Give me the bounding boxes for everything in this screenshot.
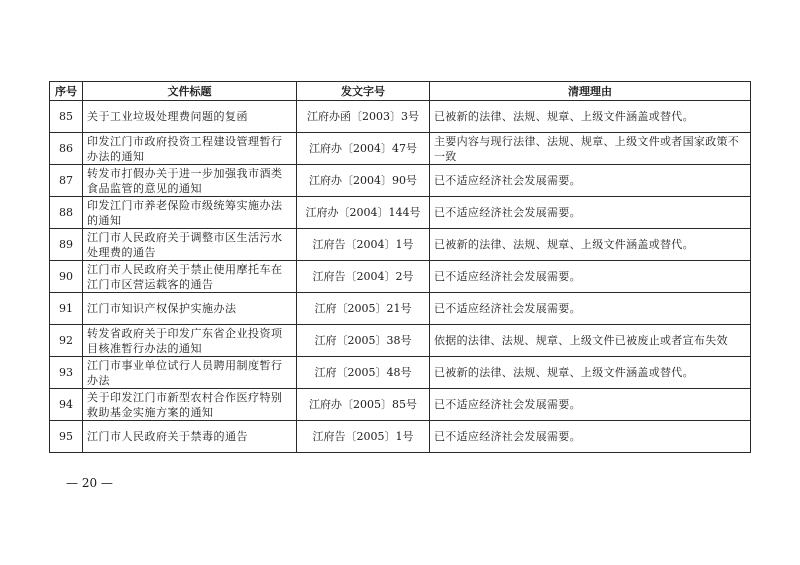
table-row <box>50 357 751 389</box>
row-number: 94 <box>50 389 83 421</box>
table-header <box>50 82 751 101</box>
table-row <box>50 101 751 133</box>
header-row <box>50 82 751 101</box>
row-reason: 已不适应经济社会发展需要。 <box>430 165 751 197</box>
table-row <box>50 261 751 293</box>
row-reason: 已不适应经济社会发展需要。 <box>430 389 751 421</box>
row-title: 江门市人民政府关于调整市区生活污水处理费的通告 <box>83 229 297 261</box>
row-title: 印发江门市养老保险市级统筹实施办法的通知 <box>83 197 297 229</box>
header-code: 发文字号 <box>297 82 430 101</box>
table-row <box>50 197 751 229</box>
table-row <box>50 229 751 261</box>
page-number: — 20 — <box>66 476 113 490</box>
row-code: 江府告〔2005〕1号 <box>297 421 430 453</box>
row-number: 93 <box>50 357 83 389</box>
row-code: 江府办〔2004〕144号 <box>297 197 430 229</box>
row-title: 转发省政府关于印发广东省企业投资项目核准暂行办法的通知 <box>83 325 297 357</box>
row-number: 90 <box>50 261 83 293</box>
row-reason: 已不适应经济社会发展需要。 <box>430 293 751 325</box>
document-table <box>49 81 751 453</box>
row-reason: 已不适应经济社会发展需要。 <box>430 197 751 229</box>
row-code: 江府办〔2004〕47号 <box>297 133 430 165</box>
header-no: 序号 <box>50 82 83 101</box>
row-title: 江门市人民政府关于禁毒的通告 <box>83 421 297 453</box>
row-code: 江府办〔2004〕90号 <box>297 165 430 197</box>
row-number: 88 <box>50 197 83 229</box>
table-row <box>50 389 751 421</box>
table-row <box>50 421 751 453</box>
header-reason: 清理理由 <box>430 82 751 101</box>
table-row <box>50 293 751 325</box>
row-title: 江门市人民政府关于禁止使用摩托车在江门市区营运载客的通告 <box>83 261 297 293</box>
table-row <box>50 325 751 357</box>
row-reason: 已不适应经济社会发展需要。 <box>430 421 751 453</box>
row-code: 江府〔2005〕48号 <box>297 357 430 389</box>
row-title: 印发江门市政府投资工程建设管理暂行办法的通知 <box>83 133 297 165</box>
row-reason: 主要内容与现行法律、法规、规章、上级文件或者国家政策不一致 <box>430 133 751 165</box>
row-code: 江府告〔2004〕2号 <box>297 261 430 293</box>
row-number: 89 <box>50 229 83 261</box>
row-number: 92 <box>50 325 83 357</box>
row-number: 86 <box>50 133 83 165</box>
row-number: 91 <box>50 293 83 325</box>
row-code: 江府办〔2005〕85号 <box>297 389 430 421</box>
row-title: 关于印发江门市新型农村合作医疗特别救助基金实施方案的通知 <box>83 389 297 421</box>
table-row <box>50 133 751 165</box>
row-number: 87 <box>50 165 83 197</box>
table-body <box>50 101 751 453</box>
row-code: 江府告〔2004〕1号 <box>297 229 430 261</box>
row-reason: 已被新的法律、法规、规章、上级文件涵盖或替代。 <box>430 357 751 389</box>
row-code: 江府〔2005〕38号 <box>297 325 430 357</box>
row-number: 85 <box>50 101 83 133</box>
row-title: 转发市打假办关于进一步加强我市酒类食品监管的意见的通知 <box>83 165 297 197</box>
row-title: 江门市知识产权保护实施办法 <box>83 293 297 325</box>
header-title: 文件标题 <box>83 82 297 101</box>
row-code: 江府办函〔2003〕3号 <box>297 101 430 133</box>
row-title: 江门市事业单位试行人员聘用制度暂行办法 <box>83 357 297 389</box>
row-reason: 依据的法律、法规、规章、上级文件已被废止或者宣布失效 <box>430 325 751 357</box>
table-row <box>50 165 751 197</box>
row-number: 95 <box>50 421 83 453</box>
row-reason: 已被新的法律、法规、规章、上级文件涵盖或替代。 <box>430 101 751 133</box>
row-reason: 已不适应经济社会发展需要。 <box>430 261 751 293</box>
row-reason: 已被新的法律、法规、规章、上级文件涵盖或替代。 <box>430 229 751 261</box>
row-title: 关于工业垃圾处理费问题的复函 <box>83 101 297 133</box>
row-code: 江府〔2005〕21号 <box>297 293 430 325</box>
